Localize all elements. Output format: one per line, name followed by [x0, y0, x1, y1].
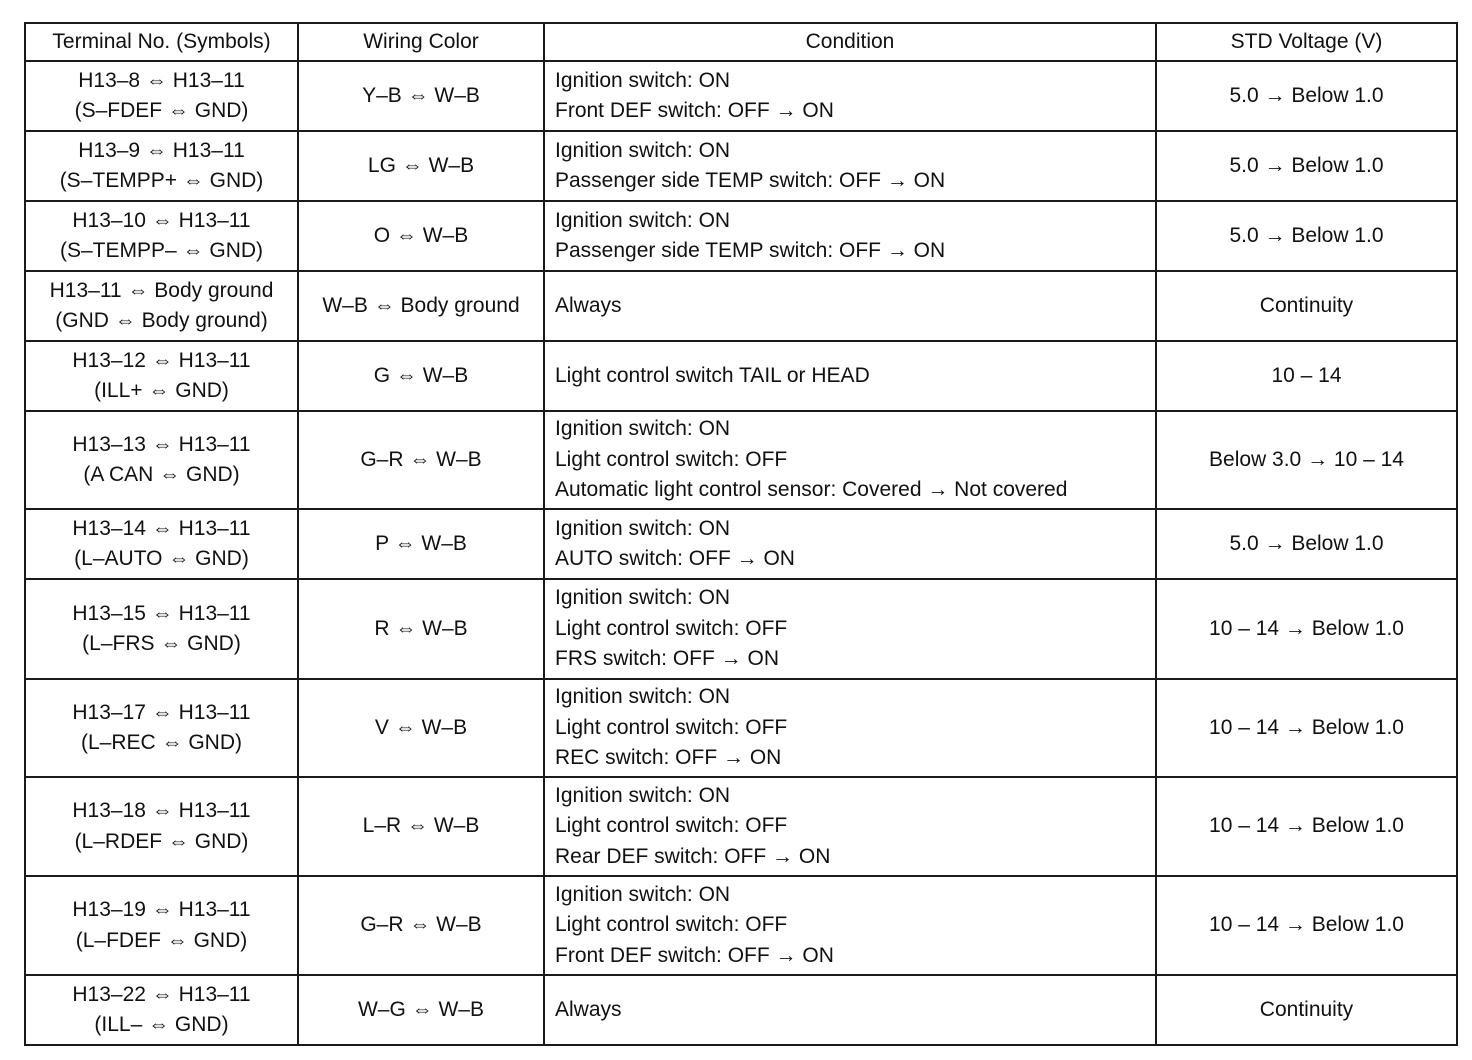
- table-row: [25, 679, 1457, 777]
- std-voltage-cell: 10 – 14 → Below 1.0: [1156, 777, 1457, 876]
- condition-cell: [544, 411, 1156, 509]
- condition-line: REC switch: OFF → ON: [555, 746, 782, 770]
- std-voltage-cell: 5.0 → Below 1.0: [1156, 509, 1457, 579]
- table-row: [25, 777, 1457, 876]
- condition-line: Ignition switch: ON: [555, 138, 731, 162]
- terminal-number: H13–14 ⇔ H13–11: [72, 516, 251, 540]
- wiring-color-cell: G–R ⇔ W–B: [298, 411, 544, 509]
- condition-line: Ignition switch: ON: [555, 783, 731, 807]
- wiring-color-cell: L–R ⇔ W–B: [298, 777, 544, 876]
- condition-cell: [544, 61, 1156, 131]
- terminal-number: H13–15 ⇔ H13–11: [72, 601, 251, 625]
- table-row: [25, 579, 1457, 679]
- terminal-cell: [25, 131, 298, 201]
- table-row: [25, 201, 1457, 271]
- terminal-number: H13–18 ⇔ H13–11: [72, 799, 251, 822]
- terminal-number: H13–13 ⇔ H13–11: [72, 432, 251, 456]
- table-row: [25, 975, 1457, 1045]
- terminal-symbol: (GND ⇔ Body ground): [55, 309, 268, 332]
- condition-cell: [544, 975, 1156, 1045]
- table-row: [25, 61, 1457, 131]
- std-voltage-cell: Continuity: [1156, 271, 1457, 341]
- terminal-number: H13–9 ⇔ H13–11: [78, 138, 245, 162]
- condition-line: Light control switch: OFF: [555, 616, 788, 640]
- condition-cell: [544, 341, 1156, 411]
- table-row: [25, 131, 1457, 201]
- header-wiring-color: Wiring Color: [298, 23, 544, 61]
- std-voltage-cell: Below 3.0 → 10 – 14: [1156, 411, 1457, 509]
- condition-line: Ignition switch: ON: [555, 586, 731, 610]
- terminal-symbol: (L–AUTO ⇔ GND): [74, 547, 249, 570]
- wiring-color-cell: W–G ⇔ W–B: [298, 975, 544, 1045]
- condition-line: Automatic light control sensor: Covered → Not covered: [555, 478, 1068, 502]
- condition-line: Always: [555, 997, 622, 1021]
- std-voltage-cell: Continuity: [1156, 975, 1457, 1045]
- terminal-cell: [25, 777, 298, 876]
- condition-line: Passenger side TEMP switch: OFF → ON: [555, 239, 946, 262]
- terminal-cell: [25, 579, 298, 679]
- header-std-voltage: STD Voltage (V): [1156, 23, 1457, 61]
- condition-line: Rear DEF switch: OFF → ON: [555, 844, 831, 868]
- condition-line: Light control switch: OFF: [555, 913, 788, 937]
- terminal-cell: [25, 271, 298, 341]
- condition-cell: [544, 876, 1156, 975]
- terminal-number: H13–10 ⇔ H13–11: [72, 208, 251, 232]
- wiring-color-cell: G ⇔ W–B: [298, 341, 544, 411]
- condition-cell: [544, 679, 1156, 777]
- condition-line: Ignition switch: ON: [555, 685, 731, 709]
- terminal-symbol: (S–FDEF ⇔ GND): [74, 99, 249, 122]
- terminal-number: H13–22 ⇔ H13–11: [72, 982, 251, 1006]
- condition-line: Passenger side TEMP switch: OFF → ON: [555, 169, 946, 192]
- terminal-symbol: (ILL– ⇔ GND): [94, 1013, 229, 1036]
- header-row: [25, 23, 1457, 61]
- terminal-symbol: (L–REC ⇔ GND): [80, 731, 243, 754]
- wiring-color-cell: O ⇔ W–B: [298, 201, 544, 271]
- condition-line: Front DEF switch: OFF → ON: [555, 99, 834, 122]
- std-voltage-cell: 10 – 14: [1156, 341, 1457, 411]
- condition-cell: [544, 777, 1156, 876]
- header-terminal: Terminal No. (Symbols): [25, 23, 298, 61]
- terminal-cell: [25, 61, 298, 131]
- wiring-color-cell: G–R ⇔ W–B: [298, 876, 544, 975]
- condition-line: Ignition switch: ON: [555, 882, 731, 906]
- terminal-symbol: (A CAN ⇔ GND): [83, 463, 240, 486]
- wiring-color-cell: P ⇔ W–B: [298, 509, 544, 579]
- table-row: [25, 341, 1457, 411]
- condition-line: Ignition switch: ON: [555, 68, 731, 92]
- std-voltage-cell: 5.0 → Below 1.0: [1156, 201, 1457, 271]
- condition-cell: [544, 579, 1156, 679]
- condition-line: Ignition switch: ON: [555, 417, 731, 441]
- terminal-symbol: (L–FRS ⇔ GND): [82, 632, 241, 655]
- terminal-symbol: (L–FDEF ⇔ GND): [75, 928, 248, 952]
- condition-cell: [544, 509, 1156, 579]
- terminal-number: H13–17 ⇔ H13–11: [72, 700, 251, 724]
- terminal-number: H13–12 ⇔ H13–11: [72, 348, 251, 372]
- condition-line: Light control switch: OFF: [555, 715, 788, 739]
- terminal-cell: [25, 679, 298, 777]
- wiring-color-cell: Y–B ⇔ W–B: [298, 61, 544, 131]
- condition-cell: [544, 201, 1156, 271]
- terminal-symbol: (S–TEMPP+ ⇔ GND): [59, 169, 264, 192]
- table-row: [25, 271, 1457, 341]
- condition-line: Light control switch: OFF: [555, 447, 788, 471]
- condition-line: FRS switch: OFF → ON: [555, 647, 780, 671]
- terminal-cell: [25, 876, 298, 975]
- std-voltage-cell: 5.0 → Below 1.0: [1156, 131, 1457, 201]
- wiring-color-cell: W–B ⇔ Body ground: [298, 271, 544, 341]
- condition-line: AUTO switch: OFF → ON: [555, 547, 795, 570]
- condition-cell: [544, 131, 1156, 201]
- wiring-color-cell: V ⇔ W–B: [298, 679, 544, 777]
- table-row: [25, 411, 1457, 509]
- wiring-color-cell: R ⇔ W–B: [298, 579, 544, 679]
- std-voltage-cell: 5.0 → Below 1.0: [1156, 61, 1457, 131]
- wiring-color-cell: LG ⇔ W–B: [298, 131, 544, 201]
- terminal-voltage-table: [24, 22, 1458, 1046]
- terminal-cell: [25, 975, 298, 1045]
- condition-line: Ignition switch: ON: [555, 208, 731, 232]
- condition-line: Light control switch: OFF: [555, 814, 788, 838]
- condition-line: Front DEF switch: OFF → ON: [555, 943, 834, 967]
- table-row: [25, 876, 1457, 975]
- terminal-cell: [25, 341, 298, 411]
- terminal-symbol: (ILL+ ⇔ GND): [94, 379, 229, 402]
- terminal-number: H13–11 ⇔ Body ground: [49, 278, 274, 302]
- condition-line: Light control switch TAIL or HEAD: [555, 363, 870, 387]
- std-voltage-cell: 10 – 14 → Below 1.0: [1156, 579, 1457, 679]
- terminal-cell: [25, 509, 298, 579]
- std-voltage-cell: 10 – 14 → Below 1.0: [1156, 876, 1457, 975]
- terminal-number: H13–8 ⇔ H13–11: [78, 68, 245, 92]
- terminal-cell: [25, 411, 298, 509]
- table-row: [25, 509, 1457, 579]
- terminal-cell: [25, 201, 298, 271]
- condition-line: Always: [555, 293, 622, 317]
- terminal-symbol: (L–RDEF ⇔ GND): [74, 829, 249, 853]
- terminal-symbol: (S–TEMPP– ⇔ GND): [59, 239, 264, 262]
- condition-cell: [544, 271, 1156, 341]
- condition-line: Ignition switch: ON: [555, 516, 731, 540]
- std-voltage-cell: 10 – 14 → Below 1.0: [1156, 679, 1457, 777]
- header-condition: Condition: [544, 23, 1156, 61]
- terminal-number: H13–19 ⇔ H13–11: [72, 898, 251, 921]
